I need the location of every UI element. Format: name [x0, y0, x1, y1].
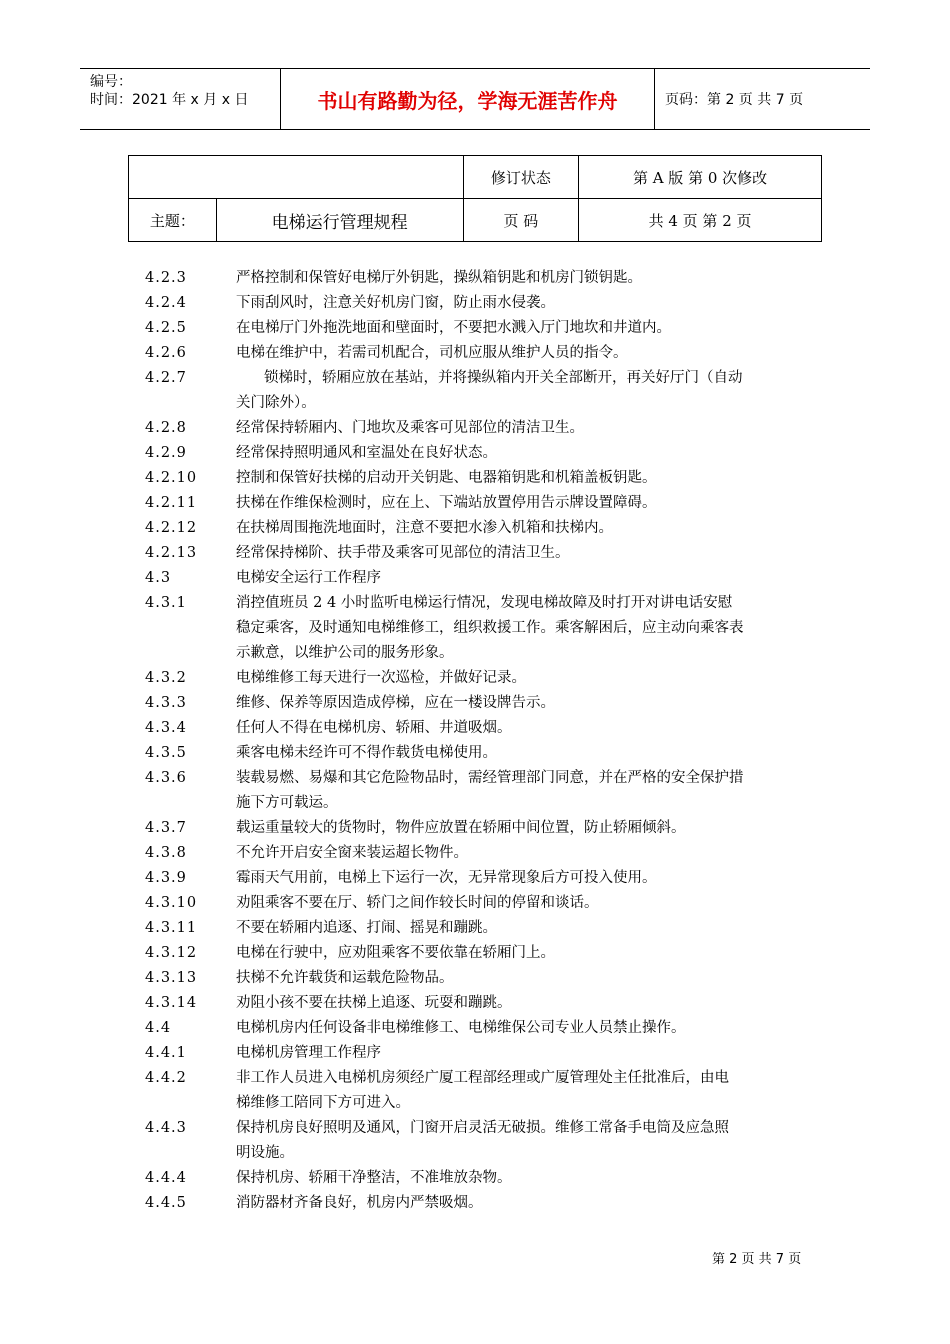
clause-number: 4.3.9 [145, 870, 187, 886]
header-motto-cell [281, 69, 655, 129]
document-number: 编号： [90, 74, 132, 90]
page-value: 共 4 页 第 2 页 [579, 199, 822, 242]
clause-text: 控制和保管好扶梯的启动开关钥匙、电器箱钥匙和机箱盖板钥匙。 [236, 470, 657, 486]
clause-text: 劝阻小孩不要在扶梯上追逐、玩耍和蹦跳。 [236, 995, 512, 1011]
clause-text: 电梯安全运行工作程序 [236, 570, 381, 586]
clause-text: 锁梯时，轿厢应放在基站，并将操纵箱内开关全部断开，再关好厅门（自动 [264, 370, 743, 386]
clause-text: 维修、保养等原因造成停梯，应在一楼设牌告示。 [236, 695, 555, 711]
clause-text: 施下方可载运。 [236, 795, 338, 811]
clause-number: 4.3.5 [145, 745, 187, 761]
clause-text: 载运重量较大的货物时，物件应放置在轿厢中间位置，防止轿厢倾斜。 [236, 820, 686, 836]
clause-text: 保持机房、轿厢干净整洁，不准堆放杂物。 [236, 1170, 512, 1186]
revision-status-label: 修订状态 [463, 156, 579, 199]
clause-text: 不允许开启安全窗来装运超长物件。 [236, 845, 468, 861]
clause-number: 4.3.14 [145, 995, 198, 1011]
clause-number: 4.3.4 [145, 720, 187, 736]
clause-number: 4.2.10 [145, 470, 198, 486]
clause-text: 电梯在维护中，若需司机配合，司机应服从维护人员的指令。 [236, 345, 628, 361]
clause-text: 经常保持照明通风和室温处在良好状态。 [236, 445, 497, 461]
page-label: 页 码 [463, 199, 579, 242]
revision-blank-cell [129, 156, 464, 199]
clause-number: 4.2.12 [145, 520, 198, 536]
clause-number: 4.3.13 [145, 970, 198, 986]
clause-text: 霉雨天气用前，电梯上下运行一次，无异常现象后方可投入使用。 [236, 870, 657, 886]
clause-text: 电梯在行驶中，应劝阻乘客不要依靠在轿厢门上。 [236, 945, 555, 961]
clause-text: 消防器材齐备良好，机房内严禁吸烟。 [236, 1195, 483, 1211]
clause-number: 4.3.12 [145, 945, 198, 961]
clause-text: 劝阻乘客不要在厅、轿门之间作较长时间的停留和谈话。 [236, 895, 599, 911]
clause-text: 扶梯在作维保检测时，应在上、下端站放置停用告示牌设置障碍。 [236, 495, 657, 511]
clause-number: 4.2.9 [145, 445, 187, 461]
clause-text: 经常保持梯阶、扶手带及乘客可见部位的清洁卫生。 [236, 545, 570, 561]
clause-text: 装载易燃、易爆和其它危险物品时，需经管理部门同意，并在严格的安全保护措 [236, 770, 744, 786]
clause-text: 非工作人员进入电梯机房须经广厦工程部经理或广厦管理处主任批准后，由电 [236, 1070, 729, 1086]
clause-text: 经常保持轿厢内、门地坎及乘客可见部位的清洁卫生。 [236, 420, 584, 436]
clause-text: 在扶梯周围拖洗地面时，注意不要把水渗入机箱和扶梯内。 [236, 520, 613, 536]
clause-text: 不要在轿厢内追逐、打闹、摇晃和蹦跳。 [236, 920, 497, 936]
clause-number: 4.3 [145, 570, 172, 586]
clause-number: 4.3.7 [145, 820, 187, 836]
document-date: 时间：2021 年 x 月 x 日 [90, 92, 249, 108]
page-footer: 第 2 页 共 7 页 [712, 1252, 802, 1267]
clause-number: 4.3.11 [145, 920, 198, 936]
header-page-number: 页码：第 2 页 共 7 页 [665, 92, 804, 108]
clause-text: 下雨刮风时，注意关好机房门窗，防止雨水侵袭。 [236, 295, 555, 311]
clause-number: 4.4.3 [145, 1120, 187, 1136]
clause-number: 4.2.7 [145, 370, 187, 386]
subject-value: 电梯运行管理规程 [216, 199, 463, 242]
clause-text: 电梯机房管理工作程序 [236, 1045, 381, 1061]
clause-number: 4.2.8 [145, 420, 187, 436]
clause-text: 示歉意，以维护公司的服务形象。 [236, 645, 454, 661]
clause-text: 电梯机房内任何设备非电梯维修工、电梯维保公司专业人员禁止操作。 [236, 1020, 686, 1036]
clause-number: 4.4.4 [145, 1170, 187, 1186]
clause-text: 稳定乘客，及时通知电梯维修工，组织救援工作。乘客解困后，应主动向乘客表 [236, 620, 744, 636]
clause-number: 4.3.2 [145, 670, 187, 686]
clause-number: 4.3.1 [145, 595, 187, 611]
clause-number: 4.3.10 [145, 895, 198, 911]
clause-number: 4.2.4 [145, 295, 187, 311]
clause-text: 严格控制和保管好电梯厅外钥匙，操纵箱钥匙和机房门锁钥匙。 [236, 270, 642, 286]
clause-text: 扶梯不允许载货和运载危险物品。 [236, 970, 454, 986]
page-header [80, 68, 870, 130]
clause-number: 4.2.13 [145, 545, 198, 561]
subject-label: 主题： [129, 199, 217, 242]
clause-number: 4.4.1 [145, 1045, 187, 1061]
clause-text: 任何人不得在电梯机房、轿厢、井道吸烟。 [236, 720, 512, 736]
clause-text: 在电梯厅门外拖洗地面和壁面时，不要把水溅入厅门地坎和井道内。 [236, 320, 671, 336]
clause-text: 梯维修工陪同下方可进入。 [236, 1095, 410, 1111]
clause-number: 4.2.3 [145, 270, 187, 286]
clause-number: 4.2.5 [145, 320, 187, 336]
clause-text: 消控值班员 2 4 小时监听电梯运行情况，发现电梯故障及时打开对讲电话安慰 [236, 595, 733, 611]
clause-text: 明设施。 [236, 1145, 294, 1161]
clause-text: 关门除外）。 [236, 395, 316, 411]
clause-number: 4.2.11 [145, 495, 198, 511]
clause-number: 4.4.5 [145, 1195, 187, 1211]
clause-number: 4.3.3 [145, 695, 187, 711]
header-motto: 书山有路勤为径，学海无涯苦作舟 [317, 88, 618, 113]
clause-number: 4.4.2 [145, 1070, 187, 1086]
clause-number: 4.3.8 [145, 845, 187, 861]
clause-number: 4.3.6 [145, 770, 187, 786]
clause-text: 乘客电梯未经许可不得作载货电梯使用。 [236, 745, 497, 761]
clause-text: 电梯维修工每天进行一次巡检，并做好记录。 [236, 670, 526, 686]
clause-number: 4.2.6 [145, 345, 187, 361]
revision-table [128, 155, 822, 242]
header-meta [80, 69, 281, 129]
clause-number: 4.4 [145, 1020, 172, 1036]
clause-text: 保持机房良好照明及通风，门窗开启灵活无破损。维修工常备手电筒及应急照 [236, 1120, 729, 1136]
revision-status-value: 第 A 版 第 0 次修改 [579, 156, 822, 199]
